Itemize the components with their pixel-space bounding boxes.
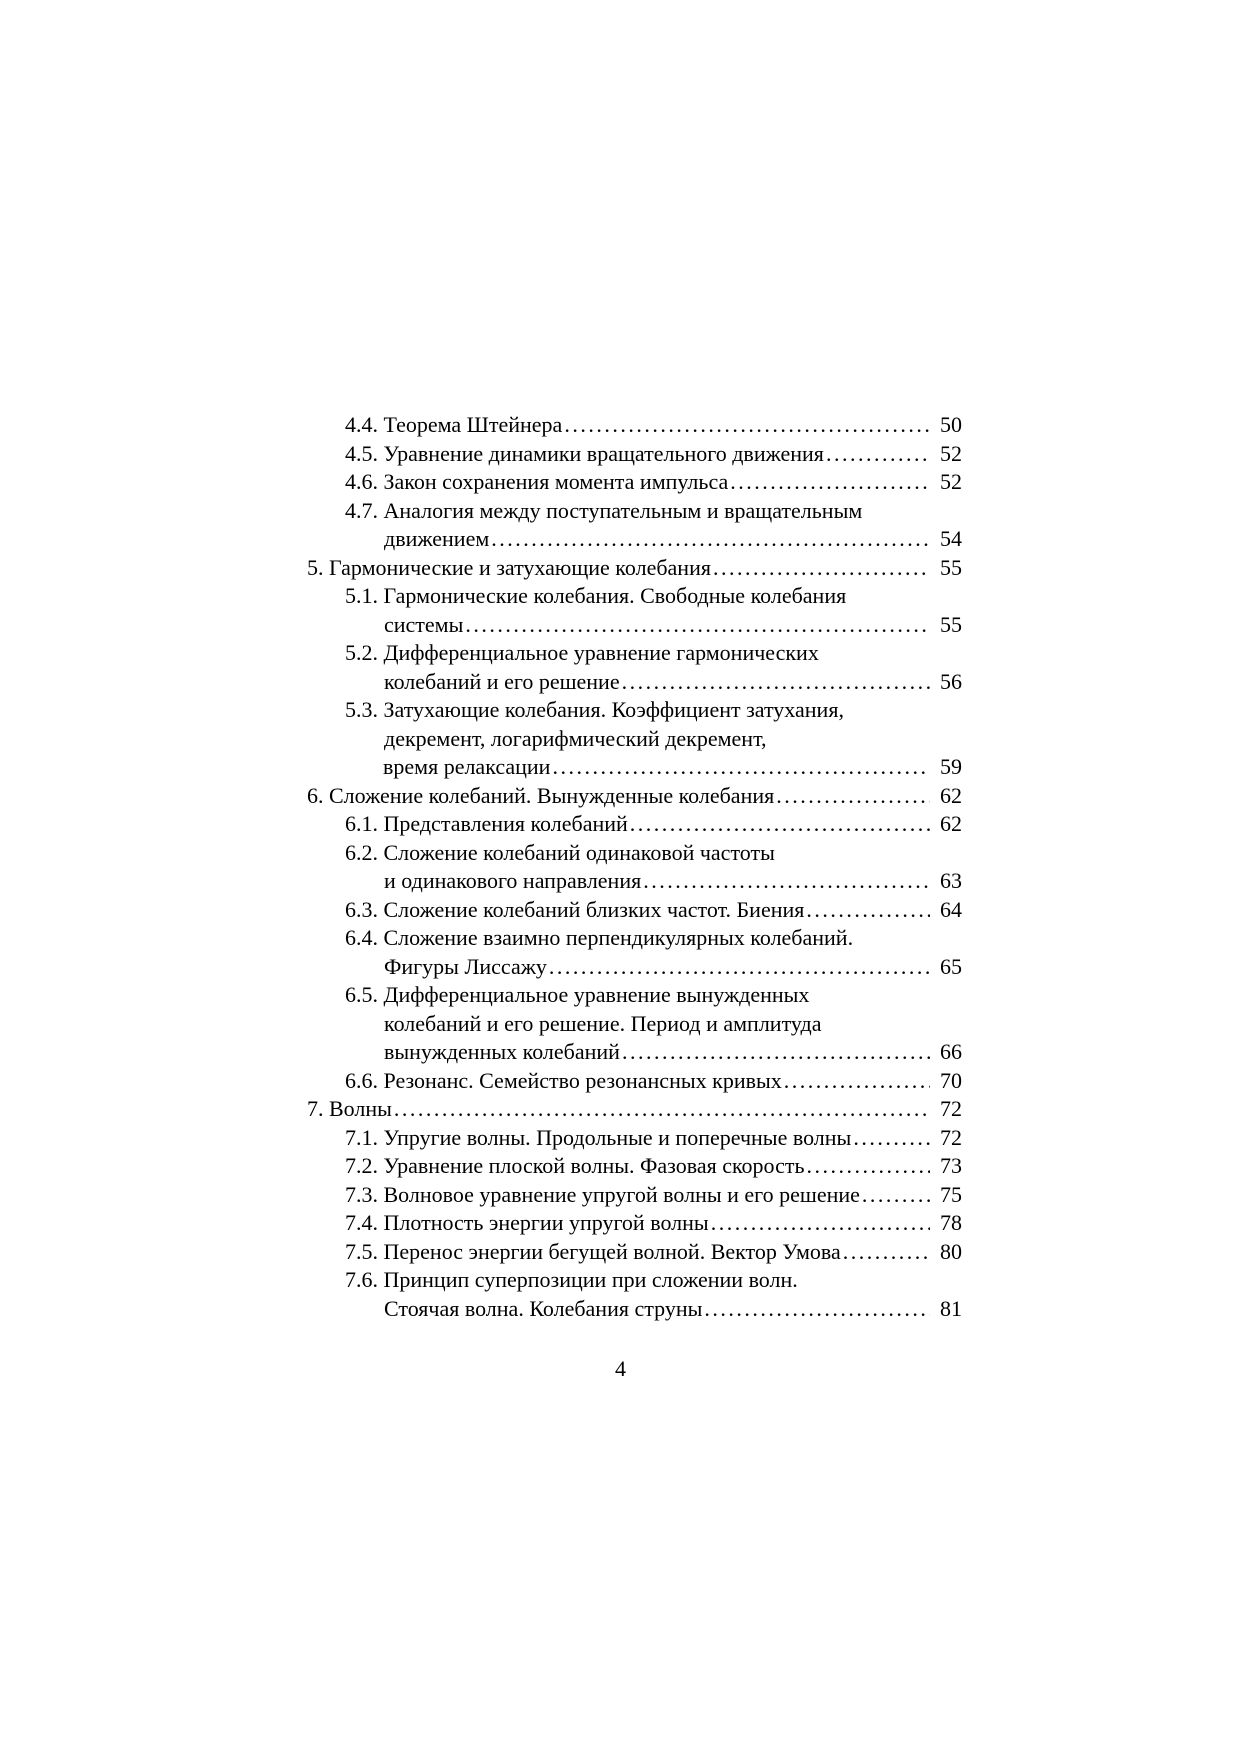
toc-entry[interactable] (307, 1209, 962, 1238)
toc-chapter-title: 6. Сложение колебаний. Вынужденные колебания (307, 782, 775, 808)
toc-entry[interactable] (307, 440, 962, 469)
toc-entry-continuation[interactable] (307, 753, 962, 782)
toc-entry-page: 66 (940, 1039, 962, 1064)
toc-entry[interactable] (307, 1238, 962, 1267)
toc-entry-page: 63 (940, 868, 962, 893)
toc-entry-page: 54 (940, 526, 962, 551)
toc-chapter-title: 5. Гармонические и затухающие колебания (307, 554, 711, 580)
toc-entry-title: 5.3. Затухающие колебания. Коэффициент затухания, (345, 697, 844, 722)
toc-entry-title: 7.3. Волновое уравнение упругой волны и его решение (345, 1181, 860, 1207)
toc-entry-page: 59 (940, 754, 962, 779)
toc-entry[interactable] (307, 639, 962, 668)
toc-entry-page: 72 (940, 1096, 962, 1121)
toc-entry-title: 4.4. Теорема Штейнера (345, 412, 563, 437)
toc-entry[interactable] (307, 1067, 962, 1096)
toc-entry-page: 65 (940, 953, 962, 979)
page-number: 4 (615, 1356, 626, 1381)
toc-entry-title: 7.1. Упругие волны. Продольные и поперечные волны (345, 1124, 852, 1150)
toc-entry-page: 50 (940, 412, 962, 437)
toc-chapter[interactable] (307, 554, 962, 583)
toc-entry[interactable] (307, 1266, 962, 1295)
toc-entry-page: 75 (940, 1181, 962, 1207)
toc-entry[interactable] (307, 896, 962, 925)
toc-entry[interactable] (307, 839, 962, 868)
toc-entry[interactable] (307, 810, 962, 839)
dot-leader (622, 1038, 930, 1067)
toc-entry-page: 73 (940, 1153, 962, 1178)
toc-entry[interactable] (307, 582, 962, 611)
toc-entry-continuation[interactable] (307, 1038, 962, 1067)
dot-leader (465, 611, 930, 640)
dot-leader (704, 1295, 930, 1324)
toc-entry-title: 5.1. Гармонические колебания. Свободные колебания (345, 583, 847, 608)
toc-entry[interactable] (307, 696, 962, 725)
toc-entry-title: системы (384, 611, 464, 637)
toc-entry-page: 62 (940, 782, 962, 808)
toc-entry-title: 7.5. Перенос энергии бегущей волной. Вектор Умова (345, 1238, 841, 1264)
toc-entry[interactable] (307, 981, 962, 1010)
dot-leader (491, 525, 930, 554)
toc-entry-title: 6.4. Сложение взаимно перпендикулярных колебаний. (345, 925, 854, 950)
dot-leader (711, 1209, 930, 1238)
dot-leader (622, 668, 930, 697)
dot-leader (826, 440, 930, 469)
toc-entry-page: 80 (940, 1238, 962, 1264)
toc-entry-continuation[interactable] (307, 668, 962, 697)
toc-entry-title: 6.1. Представления колебаний (345, 811, 628, 836)
dot-leader (394, 1095, 930, 1124)
dot-leader (630, 810, 930, 839)
toc-entry[interactable] (307, 1181, 962, 1210)
toc-entry-title: 6.3. Сложение колебаний близких частот. Биения (345, 896, 805, 922)
toc-entry-continuation[interactable] (307, 953, 962, 982)
toc-chapter[interactable] (307, 1095, 962, 1124)
dot-leader (730, 468, 930, 497)
toc-entry-title: движением (384, 526, 490, 551)
toc-entry[interactable] (307, 924, 962, 953)
toc-entry-page: 78 (940, 1210, 962, 1235)
dot-leader (862, 1181, 930, 1210)
dot-leader (807, 1152, 930, 1181)
toc-entry-title: колебаний и его решение. Период и амплитуда (384, 1010, 822, 1036)
toc-entry-page: 64 (940, 896, 962, 922)
toc-entry-title: вынужденных колебаний (384, 1039, 620, 1064)
dot-leader (784, 1067, 930, 1096)
toc-entry-page: 62 (940, 811, 962, 836)
toc-entry-title: Фигуры Лиссажу (384, 953, 547, 979)
toc-entry-title: 7.6. Принцип суперпозиции при сложении волн. (345, 1267, 798, 1292)
toc-entry[interactable] (307, 1152, 962, 1181)
toc-entry-title: декремент, логарифмический декремент, (384, 725, 767, 751)
dot-leader (643, 867, 930, 896)
toc-entry-page: 70 (940, 1067, 962, 1093)
toc-entry-continuation[interactable] (307, 611, 962, 640)
toc-entry-page: 55 (940, 611, 962, 637)
dot-leader (776, 782, 930, 811)
dot-leader (552, 753, 930, 782)
toc-entry[interactable] (307, 411, 962, 440)
toc-entry-title: 4.6. Закон сохранения момента импульса (345, 469, 729, 494)
toc-chapter[interactable] (307, 782, 962, 811)
toc-entry-title: и одинакового направления (384, 868, 642, 893)
toc-entry-page: 81 (940, 1295, 962, 1321)
toc-entry-page: 52 (940, 469, 962, 494)
toc-entry[interactable] (307, 497, 962, 526)
toc-entry-page: 56 (940, 668, 962, 694)
dot-leader (713, 554, 930, 583)
toc-entry[interactable] (307, 468, 962, 497)
toc-entry-title: 7.2. Уравнение плоской волны. Фазовая скорость (345, 1153, 805, 1178)
toc-entry-title: 4.7. Аналогия между поступательным и вращательным (345, 497, 863, 523)
dot-leader (549, 953, 930, 982)
table-of-contents (307, 411, 962, 1323)
toc-entry-title: время релаксации (383, 754, 551, 779)
toc-entry-continuation[interactable] (307, 725, 962, 754)
toc-entry-title: колебаний и его решение (384, 668, 620, 694)
toc-entry-title: 4.5. Уравнение динамики вращательного движения (345, 440, 824, 466)
dot-leader (843, 1238, 930, 1267)
dot-leader (806, 896, 930, 925)
toc-entry-continuation[interactable] (307, 1295, 962, 1324)
toc-chapter-title: 7. Волны (307, 1096, 392, 1121)
toc-entry-continuation[interactable] (307, 867, 962, 896)
toc-entry-title: 6.5. Дифференциальное уравнение вынужденных (345, 982, 810, 1007)
toc-entry-title: 5.2. Дифференциальное уравнение гармонических (345, 640, 819, 665)
toc-entry-page: 72 (940, 1124, 962, 1150)
toc-entry-title: 6.2. Сложение колебаний одинаковой частоты (345, 839, 775, 865)
toc-entry-title: Стоячая волна. Колебания струны (384, 1295, 703, 1321)
toc-entry[interactable] (307, 1124, 962, 1153)
dot-leader (564, 411, 930, 440)
toc-entry-page: 52 (940, 440, 962, 466)
toc-entry-continuation[interactable] (307, 1010, 962, 1039)
toc-entry-title: 6.6. Резонанс. Семейство резонансных кривых (345, 1067, 782, 1093)
toc-entry-title: 7.4. Плотность энергии упругой волны (345, 1210, 709, 1235)
toc-entry-page: 55 (940, 554, 962, 580)
dot-leader (853, 1124, 930, 1153)
toc-entry-continuation[interactable] (307, 525, 962, 554)
